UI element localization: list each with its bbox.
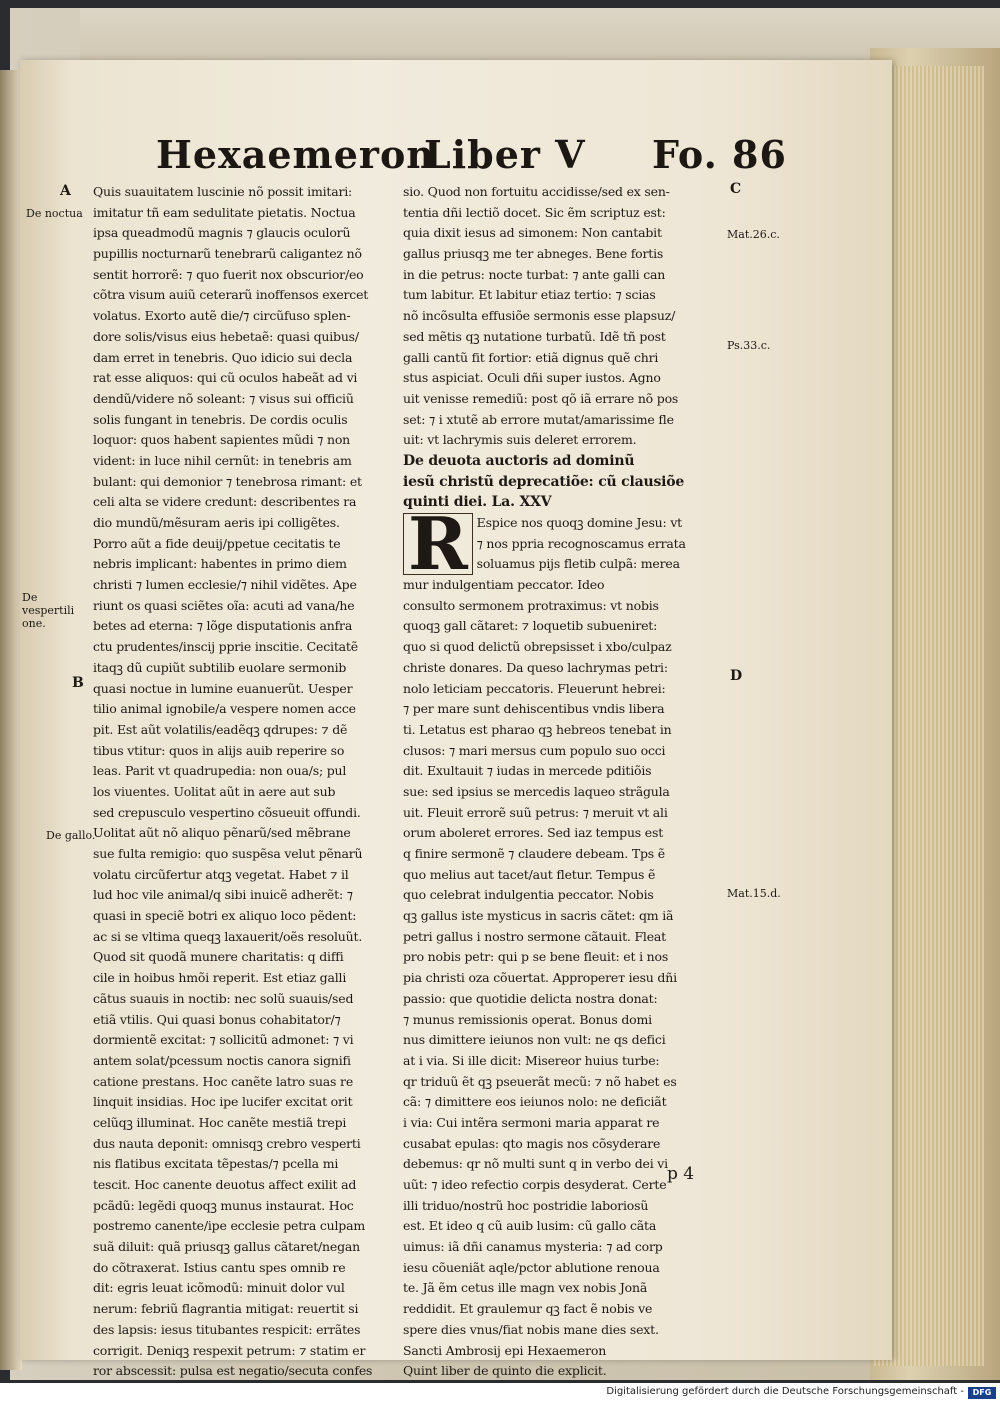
right-column-line: in die petrus: nocte turbat: ⁊ ante galli can: [403, 266, 666, 282]
right-column-line: reddidit. Et graulemur qꝫ fact ẽ nobis ve: [403, 1301, 653, 1317]
left-column-line: ipsa queadmodũ magnis ⁊ glaucis oculorũ: [93, 225, 351, 241]
right-column-line: gallus priusqꝫ me ter abneges. Bene fortis: [403, 246, 664, 262]
right-column-line: quo melius aut tacet/aut fletur. Tempus ẽ: [403, 866, 656, 882]
left-column-line: celũqꝫ illuminat. Hoc canẽte mestiã trepi: [93, 1114, 347, 1130]
right-column-line: Espice nos quoqꝫ domine Jesu: vt: [476, 515, 682, 530]
left-column-line: los viuentes. Uolitat aũt in aere aut sub: [93, 783, 336, 799]
left-column-line: pcãdũ: legẽdi quoqꝫ munus instaurat. Hoc: [93, 1197, 354, 1213]
right-column-line: clusos: ⁊ mari mersus cum populo suo occi: [403, 742, 666, 758]
margin-letter-b: B: [72, 675, 84, 691]
funding-credit: Digitalisierung gefördert durch die Deutsche Forschungsgemeinschaft -: [606, 1386, 964, 1397]
right-column-line: uit: vt lachrymis suis deleret errorem.: [403, 432, 637, 448]
left-column-line: quasi noctue in lumine euanuerũt. Uesper: [93, 680, 353, 696]
right-column-line: passio: que quotidie delicta nostra donat:: [403, 990, 658, 1006]
right-column-line: soluamus pijs fletib culpã: merea: [476, 556, 680, 572]
digitization-footer: [0, 1383, 1000, 1403]
right-column-line: tentia dñi lectiõ docet. Sic ẽm scriptuz est:: [403, 204, 666, 220]
right-column-line: cusabat epulas: qto magis nos cõsyderare: [403, 1135, 661, 1151]
left-column-line: tibus vtitur: quos in alijs auib reperire so: [93, 742, 345, 758]
right-column-line: christe donares. Da queso lachrymas petri:: [403, 659, 668, 675]
right-column-line: nolo leticiam peccatoris. Fleuerunt hebrei:: [403, 680, 666, 696]
left-column-line: dormientẽ excitat: ⁊ sollicitũ admonet: ⁊ vi: [93, 1032, 354, 1048]
right-column-line: dit. Exultauit ⁊ iudas in mercede pditiõis: [403, 763, 652, 779]
left-column-line: Uolitat aũt nõ aliquo pẽnarũ/sed mẽbrane: [93, 825, 351, 841]
right-column-line: est. Et ideo q cũ auib lusim: cũ gallo cãta: [403, 1218, 657, 1234]
left-column-line: linquit insidias. Hoc ipe lucifer excitat orit: [93, 1094, 353, 1110]
right-column-line: cã: ⁊ dimittere eos ieiunos nolo: ne deficiãt: [403, 1094, 667, 1110]
right-column-line: at i via. Si ille dicit: Misereor huius turbe:: [403, 1052, 660, 1068]
chapter-heading-line: iesũ christũ deprecatiõe: cũ clausiõe: [403, 473, 685, 490]
right-column-line: stus aspiciat. Oculi dñi super iustos. Agno: [403, 370, 661, 386]
right-column-line: ⁊ munus remissionis operat. Bonus domi: [403, 1011, 652, 1027]
left-column-line: sue fulta remigio: quo suspẽsa velut pẽnarũ: [93, 846, 363, 861]
right-column-line: spere dies vnus/fiat nobis mane dies sext.: [403, 1321, 659, 1337]
right-column-line: uũt: ⁊ ideo refectio corpis desyderat. Certe: [403, 1177, 667, 1192]
left-column-line: Quis suauitatem luscinie nõ possit imitari:: [93, 184, 353, 199]
right-column-line: sue: sed ipsius se mercedis laqueo strãgula: [403, 783, 670, 799]
left-column-line: dus nauta deponit: omnisqꝫ crebro vesperti: [93, 1135, 361, 1151]
margin-letter-c: C: [730, 181, 742, 197]
left-column-line: tescit. Hoc canente deuotus affect exilit ad: [93, 1177, 357, 1192]
right-column-line: ⁊ nos ppria recognoscamus errata: [476, 535, 686, 551]
left-column-line: postremo canente/ipe ecclesie petra culpam: [93, 1218, 366, 1234]
left-column-line: ctu prudentes/inscij pprie inscitie. Cecitatẽ: [93, 639, 358, 655]
left-column-line: vident: in luce nihil cernũt: in tenebris am: [93, 452, 352, 468]
right-column-line: orum aboleret errores. Sed iaz tempus est: [403, 825, 664, 841]
margin-letter-d: D: [730, 668, 743, 684]
left-column-line: quasi in speciẽ botri ex aliquo loco pẽdent:: [93, 908, 357, 924]
left-column-line: riunt os quasi sciẽtes oĩa: acuti ad vana/he: [93, 597, 355, 613]
right-column-line: iesu cõueniãt aqle/pctor ablutione renoua: [403, 1259, 660, 1275]
right-column-line: quo si quod delictũ obrepsisset i xbo/culpaz: [403, 639, 672, 655]
left-column-line: cile in hoibus hmõi reperit. Est etiaz galli: [93, 970, 347, 986]
right-column-line: nõ incõsulta effusiõe sermonis esse plapsuz/: [403, 308, 676, 324]
left-column-line: rat esse aliquos: qui cũ oculos habeãt ad vi: [93, 370, 358, 386]
left-column-line: tilio animal ignobile/a vespere nomen acce: [93, 701, 356, 717]
right-column-line: Sancti Ambrosij epi Hexaemeron: [403, 1342, 607, 1358]
right-column-line: uit. Fleuit errorẽ suũ petrus: ⁊ meruit vt ali: [403, 804, 668, 820]
margin-letter-a: A: [60, 183, 71, 199]
right-column-line: i via: Cui intẽra sermoni maria apparat re: [403, 1114, 660, 1130]
right-column-line: set: ⁊ i xtutẽ ab errore mutat/amarissime fle: [403, 411, 674, 427]
left-column-line: sed crepusculo vespertino cõsueuit offundi.: [93, 804, 361, 820]
left-column-line: dio mundũ/mẽsuram aeris ipi colligẽtes.: [93, 515, 340, 530]
left-text-column: [93, 182, 403, 1382]
left-column-line: nerum: febriũ flagrantia mitigat: reuertit si: [93, 1301, 359, 1317]
previous-page-edge: [0, 70, 22, 1370]
left-column-line: dam erret in tenebris. Quo idicio sui decla: [93, 349, 353, 365]
left-column-line: suã diluit: quã priusqꝫ gallus cãtaret/negan: [93, 1239, 361, 1255]
right-column-line: te. Jã ẽm cetus ille magn vex nobis Jonã: [403, 1280, 648, 1296]
left-column-line: des lapsis: iesus titubantes respicit: errãtes: [93, 1321, 361, 1337]
right-column-line: sio. Quod non fortuitu accidisse/sed ex sen-: [403, 184, 670, 199]
right-text-column: [403, 182, 733, 1382]
signature-mark: p 4: [667, 1164, 695, 1184]
left-column-line: corrigit. Deniqꝫ respexit petrum: ⁊ statim er: [93, 1342, 366, 1358]
left-column-line: antem solat/pcessum noctis canora signifi: [93, 1052, 351, 1068]
margin-ref-mat-26: Mat.26.c.: [727, 228, 780, 241]
left-column-line: betes ad eterna: ⁊ lõge disputationis anfra: [93, 618, 353, 634]
left-column-line: dit: egris leuat icõmodũ: minuit dolor vul: [93, 1280, 345, 1296]
left-column-line: loquor: quos habent sapientes mũdi ⁊ non: [93, 432, 350, 448]
right-column-line: consulto sermonem protraximus: vt nobis: [403, 597, 659, 613]
right-column-line: illi triduo/nostrũ hoc postridie laboriosũ: [403, 1197, 649, 1213]
margin-ref-mat-15: Mat.15.d.: [727, 887, 781, 900]
left-column-line: solis fungant in tenebris. De cordis oculis: [93, 411, 348, 427]
running-title: Hexaemeron: [156, 132, 435, 177]
right-column-line: nus dimittere ieiunos non vult: ne qs defici: [403, 1032, 666, 1048]
right-column-line: petri gallus i nostro sermone cãtauit. Fleat: [403, 928, 666, 944]
left-column-line: lud hoc vile animal/q sibi inuicẽ adherẽt: ⁊: [93, 887, 353, 903]
right-column-line: quo celebrat indulgentia peccator. Nobis: [403, 887, 654, 903]
left-column-line: leas. Parit vt quadrupedia: non oua/s; pul: [93, 763, 347, 779]
right-column-line: qr triduũ ẽt qꝫ pseuerãt mecũ: ⁊ nõ habet es: [403, 1073, 677, 1089]
margin-note-noctua: De noctua: [26, 207, 83, 220]
right-column-line: qꝫ gallus iste mysticus in sacris cãtet: qm iã: [403, 908, 674, 924]
dfg-logo: DFG: [968, 1387, 996, 1399]
right-column-line: q finire sermonẽ ⁊ claudere debeam. Tps ẽ: [403, 846, 665, 861]
right-column-line: Quint liber de quinto die explicit.: [403, 1363, 607, 1379]
left-column-line: dendũ/videre nõ soleant: ⁊ visus sui officiũ: [93, 390, 354, 406]
right-column-line: ti. Letatus est pharao qꝫ hebreos tenebat in: [403, 721, 672, 737]
left-column-line: sentit horrorẽ: ⁊ quo fuerit nox obscurior/eo: [93, 266, 364, 282]
left-column-line: christi ⁊ lumen ecclesie/⁊ nihil vidẽtes. Ape: [93, 577, 357, 593]
left-column-line: pit. Est aũt volatilis/eadẽqꝫ qdrupes: ⁊ dẽ: [93, 721, 348, 737]
book-number: Liber V: [424, 132, 586, 177]
right-column-line: ⁊ per mare sunt dehiscentibus vndis libera: [403, 701, 665, 717]
left-column-line: bulant: qui demonior ⁊ tenebrosa rimant: et: [93, 473, 362, 489]
margin-note-gallo: De gallo.: [46, 829, 96, 842]
right-column-line: tum labitur. Et labitur etiaz tertio: ⁊ scias: [403, 287, 656, 303]
left-column-line: Quod sit quodã munere charitatis: q diffi: [93, 949, 344, 965]
left-column-line: celi alta se videre credunt: describentes ra: [93, 494, 357, 510]
right-column-line: uimus: iã dñi canamus mysteria: ⁊ ad corp: [403, 1239, 663, 1255]
margin-note-vespertilio: De vespertili one.: [22, 591, 75, 630]
right-column-line: quoqꝫ gall cãtaret: ⁊ loquetib subueniret:: [403, 618, 658, 634]
right-column-line: galli cantũ fit fortior: etiã dignus quẽ chri: [403, 349, 659, 365]
left-column-line: volatu circũfertur atqꝫ vegetat. Habet ⁊ il: [93, 866, 349, 882]
chapter-heading-line: De deuota auctoris ad dominũ: [403, 452, 635, 469]
initial-capital-r: R: [403, 513, 473, 575]
left-column-line: dore solis/visus eius hebetaẽ: quasi quibus/: [93, 328, 359, 344]
right-column-line: pro nobis petr: qui p se bene fleuit: et i nos: [403, 949, 669, 965]
left-column-line: catione prestans. Hoc canẽte latro suas re: [93, 1073, 354, 1089]
right-column-line: mur indulgentiam peccator. Ideo: [403, 577, 605, 593]
left-column-line: ac si se vltima queqꝫ laxauerit/oẽs resoluũt.: [93, 928, 363, 944]
left-column-line: imitatur tñ eam sedulitate pietatis. Noctua: [93, 204, 356, 220]
left-column-line: Porro aũt a fide deuij/ppetue cecitatis te: [93, 535, 341, 551]
margin-ref-ps-33: Ps.33.c.: [727, 339, 771, 352]
left-column-line: pupillis nocturnarũ tenebrarũ caligantez nõ: [93, 246, 362, 262]
right-column-line: pia christi oza cõuertat. Appropereт iesu dñi: [403, 970, 677, 986]
right-column-line: debemus: qr nõ multi sunt q in verbo dei vi: [403, 1156, 668, 1172]
left-column-line: nebris implicant: habentes in primo diem: [93, 556, 347, 572]
left-column-line: etiã vtilis. Qui quasi bonus cohabitator/⁊: [93, 1011, 341, 1027]
left-column-line: ror abscessit: pulsa est negatio/secuta confes: [93, 1363, 373, 1379]
left-column-line: volatus. Exorto autẽ die/⁊ circũfuso splen-: [93, 308, 351, 324]
left-column-line: cõtra visum auiũ ceterarũ inoffensos exercet: [93, 287, 369, 303]
folio-number: Fo. 86: [652, 132, 787, 177]
chapter-heading-line: quinti diei. La. XXV: [403, 494, 552, 511]
left-column-line: nis flatibus excitata tẽpestas/⁊ pcella mi: [93, 1156, 339, 1172]
left-column-line: itaqꝫ dũ cupiũt subtilib euolare sermonib: [93, 659, 347, 675]
right-column-line: sed mẽtis qꝫ nutatione turbatũ. Idẽ tñ post: [403, 328, 666, 344]
right-column-line: quia dixit iesus ad simonem: Non cantabit: [403, 225, 662, 241]
left-column-line: cãtus suauis in noctib: nec solũ suauis/sed: [93, 990, 354, 1006]
left-column-line: do cõtraxerat. Istius cantu spes omnib re: [93, 1259, 346, 1275]
right-column-line: uit venisse remediũ: post qõ iã errare nõ pos: [403, 390, 679, 406]
